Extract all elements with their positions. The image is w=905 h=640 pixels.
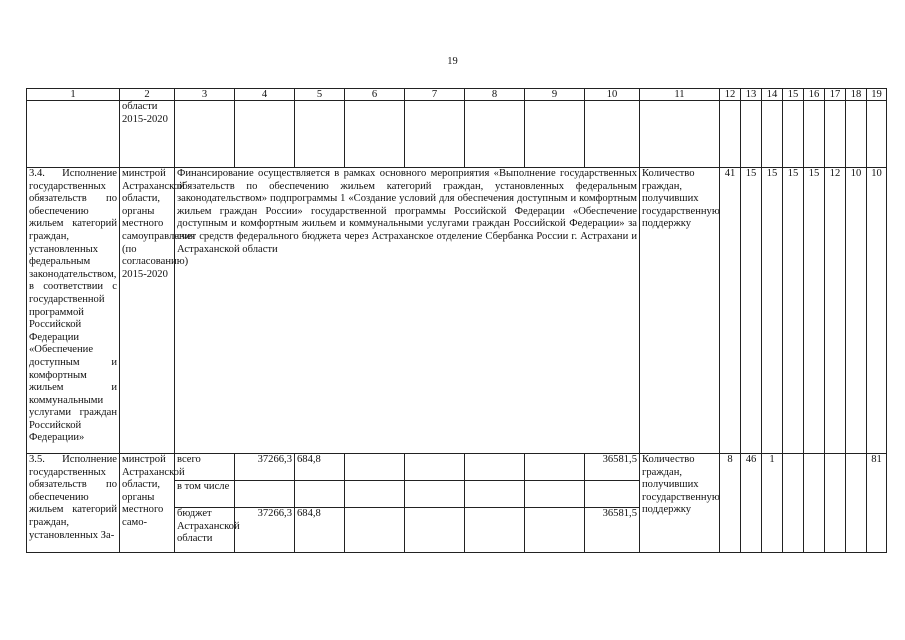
table-cell	[525, 508, 585, 553]
header-cell: 5	[295, 89, 345, 101]
funding-source-cell: всего	[175, 454, 235, 481]
amount-cell	[585, 481, 640, 508]
header-cell: 16	[804, 89, 825, 101]
value-cell: 46	[741, 454, 762, 553]
table-cell	[585, 101, 640, 168]
table-cell	[405, 508, 465, 553]
page-number: 19	[447, 56, 458, 67]
table-cell	[867, 101, 887, 168]
value-cell	[825, 454, 846, 553]
value-cell: 15	[762, 168, 783, 454]
value-cell: 1	[762, 454, 783, 553]
table-cell	[465, 101, 525, 168]
table-cell	[27, 101, 120, 168]
funding-source-cell: в том числе	[175, 481, 235, 508]
header-cell: 15	[783, 89, 804, 101]
header-cell: 18	[846, 89, 867, 101]
responsible-cell: минстрой Астраханской области, органы местного само-	[120, 454, 175, 553]
table-cell	[345, 481, 405, 508]
funding-source-cell: бюджет Астраханской области	[175, 508, 235, 553]
value-cell: 10	[867, 168, 887, 454]
header-cell: 9	[525, 89, 585, 101]
header-cell: 4	[235, 89, 295, 101]
table-cell	[465, 508, 525, 553]
value-cell: 15	[741, 168, 762, 454]
header-cell: 11	[640, 89, 720, 101]
table-cell	[783, 101, 804, 168]
header-cell: 7	[405, 89, 465, 101]
header-cell: 3	[175, 89, 235, 101]
header-cell: 8	[465, 89, 525, 101]
header-cell: 19	[867, 89, 887, 101]
table-cell	[405, 454, 465, 481]
amount-cell: 36581,5	[585, 454, 640, 481]
table-cell	[405, 481, 465, 508]
responsible-cell: области 2015-2020	[120, 101, 175, 168]
amount-cell	[235, 481, 295, 508]
amount-cell: 36581,5	[585, 508, 640, 553]
value-cell: 10	[846, 168, 867, 454]
table-cell	[640, 101, 720, 168]
value-cell: 8	[720, 454, 741, 553]
value-cell: 41	[720, 168, 741, 454]
table-cell	[345, 454, 405, 481]
header-cell: 1	[27, 89, 120, 101]
table-cell	[465, 481, 525, 508]
amount-cell	[295, 481, 345, 508]
table-cell	[846, 101, 867, 168]
table-cell	[804, 101, 825, 168]
header-cell: 14	[762, 89, 783, 101]
measure-name-cell: 3.4. Исполнение государственных обязательств по обеспечению жильем категорий граждан, установленных федеральным законодательством, в соответствии с государственной программой Российской Федерации «Обеспечение доступным и комфортным жильем и коммунальными услугами граждан Российской Федерации»	[27, 168, 120, 454]
table-cell	[525, 481, 585, 508]
amount-cell: 37266,3	[235, 508, 295, 553]
measure-name-cell: 3.5. Исполнение государственных обязательств по обеспечению жильем категорий граждан, установленных За-	[27, 454, 120, 553]
table-cell	[762, 101, 783, 168]
table-cell	[345, 101, 405, 168]
table-cell	[345, 508, 405, 553]
table-cell	[295, 101, 345, 168]
program-table	[26, 88, 887, 553]
table-row-3-5	[27, 454, 887, 481]
value-cell: 81	[867, 454, 887, 553]
value-cell: 12	[825, 168, 846, 454]
table-cell	[525, 101, 585, 168]
indicator-cell: Количество граждан, получивших государственную поддержку	[640, 454, 720, 553]
table-cell	[825, 101, 846, 168]
header-cell: 2	[120, 89, 175, 101]
responsible-cell: минстрой Астраханской области, органы местного самоуправления (по согласованию) 2015-2020	[120, 168, 175, 454]
table-cell	[235, 101, 295, 168]
value-cell	[783, 454, 804, 553]
header-cell: 13	[741, 89, 762, 101]
value-cell: 15	[783, 168, 804, 454]
header-cell: 6	[345, 89, 405, 101]
financing-note-cell: Финансирование осуществляется в рамках основного мероприятия «Выполнение государственных обязательств по обеспечению жильем категорий граждан, установленных федеральным законодательством» подпрограммы 1 «Создание условий для обеспечения доступным и комфортным жильем граждан России» государственной программы Российской Федерации «Обеспечение доступным и комфортным жильем и коммунальными услугами граждан Российской Федерации» за счет средств федерального бюджета через Астраханское отделение Сбербанка России г. Астрахани и Астраханской области	[175, 168, 640, 454]
header-cell: 12	[720, 89, 741, 101]
value-cell: 15	[804, 168, 825, 454]
header-cell: 17	[825, 89, 846, 101]
value-cell	[846, 454, 867, 553]
table-cell	[525, 454, 585, 481]
value-cell	[804, 454, 825, 553]
indicator-cell: Количество граждан, получивших государственную поддержку	[640, 168, 720, 454]
table-row-3-4	[27, 168, 887, 454]
table-cell	[465, 454, 525, 481]
table-row-continuation	[27, 101, 887, 168]
table-cell	[175, 101, 235, 168]
table-cell	[405, 101, 465, 168]
table-cell	[720, 101, 741, 168]
header-cell: 10	[585, 89, 640, 101]
amount-cell: 684,8	[295, 508, 345, 553]
table-cell	[741, 101, 762, 168]
amount-cell: 37266,3	[235, 454, 295, 481]
header-row	[27, 89, 887, 101]
amount-cell: 684,8	[295, 454, 345, 481]
